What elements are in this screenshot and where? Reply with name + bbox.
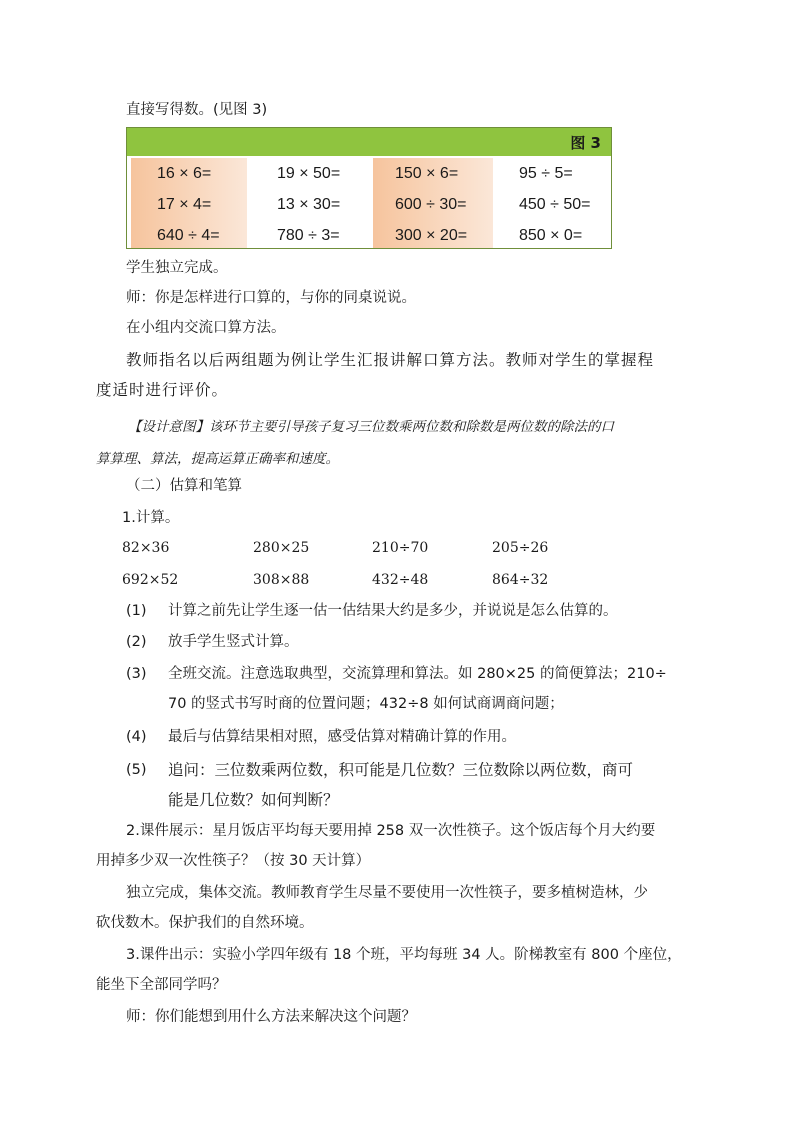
text-line: 在小组内交流口算方法。 (126, 320, 286, 336)
table-cell: 450 ÷ 50= (519, 196, 591, 213)
step-number: (5) (126, 762, 147, 778)
table-cell: 13 × 30= (277, 196, 341, 213)
problem: 864÷32 (492, 572, 549, 588)
problem: 432÷48 (372, 572, 429, 588)
text-line: 教师指名以后两组题为例让学生汇报讲解口算方法。教师对学生的掌握程 (126, 351, 655, 369)
problem: 692×52 (122, 572, 179, 588)
step-number: (4) (126, 729, 147, 745)
step-text: 全班交流。注意选取典型，交流算理和算法。如 280×25 的简便算法；210÷ (168, 666, 667, 682)
problem: 205÷26 (492, 540, 549, 556)
step-number: (2) (126, 634, 147, 650)
text-line: 师：你是怎样进行口算的，与你的同桌说说。 (126, 290, 416, 306)
step-text: 最后与估算结果相对照，感受估算对精确计算的作用。 (168, 729, 516, 745)
table-cell: 150 × 6= (395, 165, 459, 182)
problem: 210÷70 (372, 540, 429, 556)
step-number: (3) (126, 666, 147, 682)
text-line: 度适时进行评价。 (96, 381, 229, 399)
step-text: 放手学生竖式计算。 (168, 634, 299, 650)
item-heading: 1.计算。 (122, 510, 180, 526)
table-cell: 95 ÷ 5= (519, 165, 573, 182)
step-text: 追问：三位数乘两位数，积可能是几位数？三位数除以两位数，商可 (168, 761, 634, 779)
text-line: 能坐下全部同学吗？ (96, 977, 227, 993)
table-cell: 17 × 4= (157, 196, 212, 213)
text-line: 2.课件展示：星月饭店平均每天要用掉 258 双一次性筷子。这个饭店每个月大约要 (126, 823, 656, 839)
step-text: 计算之前先让学生逐一估一估结果大约是多少，并说说是怎么估算的。 (168, 603, 618, 619)
text-line: 师：你们能想到用什么方法来解决这个问题？ (126, 1009, 416, 1025)
section-heading: （二）估算和笔算 (126, 478, 242, 494)
design-intent: 【设计意图】该环节主要引导孩子复习三位数乘两位数和除数是两位数的除法的口 (128, 419, 614, 435)
intro-line: 直接写得数。(见图 3) (126, 102, 268, 118)
text-line: 3.课件出示：实验小学四年级有 18 个班，平均每班 34 人。阶梯教室有 800 个座位， (126, 947, 682, 963)
text-line: 用掉多少双一次性筷子？（按 30 天计算） (96, 853, 371, 869)
figure-header-bar (127, 128, 611, 156)
text-line: 学生独立完成。 (126, 260, 228, 276)
design-intent: 算算理、算法，提高运算正确率和速度。 (96, 451, 339, 467)
step-text: 70 的竖式书写时商的位置问题；432÷8 如何试商调商问题； (168, 696, 564, 712)
table-cell: 300 × 20= (395, 227, 468, 244)
table-cell: 600 ÷ 30= (395, 196, 467, 213)
problem: 280×25 (253, 540, 310, 556)
step-number: (1) (126, 603, 147, 619)
table-cell: 780 ÷ 3= (277, 227, 340, 244)
figure-title: 图 3 (570, 134, 601, 152)
table-cell: 19 × 50= (277, 165, 341, 182)
problem: 308×88 (253, 572, 310, 588)
figure-3-table (126, 127, 612, 249)
table-cell: 16 × 6= (157, 165, 212, 182)
text-line: 砍伐数木。保护我们的自然环境。 (96, 915, 314, 931)
table-cell: 850 × 0= (519, 227, 583, 244)
problem: 82×36 (122, 540, 170, 556)
step-text: 能是几位数？如何判断？ (168, 791, 339, 809)
table-cell: 640 ÷ 4= (157, 227, 220, 244)
text-line: 独立完成，集体交流。教师教育学生尽量不要使用一次性筷子，要多植树造林，少 (126, 885, 648, 901)
